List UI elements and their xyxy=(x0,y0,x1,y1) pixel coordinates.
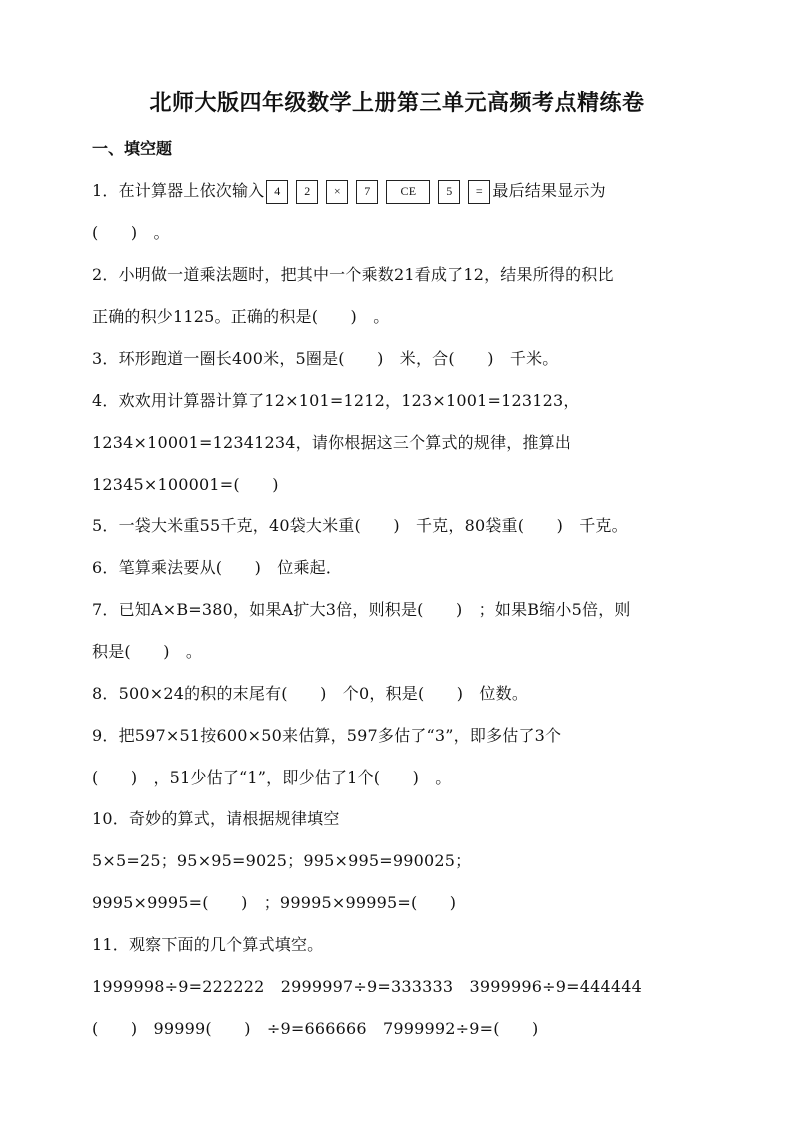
page-title: 北师大版四年级数学上册第三单元高频考点精练卷 xyxy=(149,90,645,116)
calculator-key-multiply: × xyxy=(326,180,348,204)
question-3-line: 3．环形跑道一圈长400米，5圈是( ) 米，合( ) 千米。 xyxy=(92,349,559,368)
calculator-key-4: 4 xyxy=(266,180,288,204)
calculator-key-5: 5 xyxy=(438,180,460,204)
calculator-key-7: 7 xyxy=(356,180,378,204)
question-11-line-2: 1999998÷9=222222 2999997÷9=333333 3999996÷9=444444 xyxy=(92,977,642,996)
question-11-line-1: 11．观察下面的几个算式填空。 xyxy=(92,935,324,954)
question-1-suffix: 最后结果显示为 xyxy=(492,181,606,200)
question-4-line-1: 4．欢欢用计算器计算了12×101=1212，123×1001=123123， xyxy=(92,391,580,410)
question-8-line: 8．500×24的积的末尾有( ) 个0，积是( ) 位数。 xyxy=(92,684,529,703)
question-9-line-2: ( ) ，51少估了“1”，即少估了1个( ) 。 xyxy=(92,768,452,787)
calculator-key-ce: CE xyxy=(386,180,430,204)
question-5-line: 5．一袋大米重55千克，40袋大米重( ) 千克，80袋重( ) 千克。 xyxy=(92,516,628,535)
question-4-line-2: 1234×10001=12341234，请你根据这三个算式的规律，推算出 xyxy=(92,433,572,452)
section-heading: 一、填空题 xyxy=(92,139,173,158)
question-10-line-1: 10．奇妙的算式，请根据规律填空 xyxy=(92,809,340,828)
question-6-line: 6．笔算乘法要从( ) 位乘起． xyxy=(92,558,343,577)
calculator-key-sequence xyxy=(266,180,490,204)
question-4-line-3: 12345×100001=( ) xyxy=(92,475,279,494)
question-10-line-3: 9995×9995=( ) ；99995×99995=( ) xyxy=(92,893,457,912)
question-2-line-1: 2．小明做一道乘法题时，把其中一个乘数21看成了12，结果所得的积比 xyxy=(92,265,614,284)
question-9-line-1: 9．把597×51按600×50来估算，597多估了“3”，即多估了3个 xyxy=(92,726,562,745)
question-1-answer-line: ( ) 。 xyxy=(92,223,170,242)
question-1-prefix: 1．在计算器上依次输入 xyxy=(92,181,265,200)
question-10-line-2: 5×5=25；95×95=9025；995×995=990025； xyxy=(92,851,472,870)
question-7-line-1: 7．已知A×B=380，如果A扩大3倍，则积是( ) ；如果B缩小5倍，则 xyxy=(92,600,631,619)
calculator-key-equals: = xyxy=(468,180,490,204)
question-1-line xyxy=(92,178,606,204)
question-2-line-2: 正确的积少1125。正确的积是( ) 。 xyxy=(92,307,390,326)
question-11-line-3: ( ) 99999( ) ÷9=666666 7999992÷9=( ) xyxy=(92,1019,539,1038)
question-7-line-2: 积是( ) 。 xyxy=(92,642,203,661)
calculator-key-2: 2 xyxy=(296,180,318,204)
